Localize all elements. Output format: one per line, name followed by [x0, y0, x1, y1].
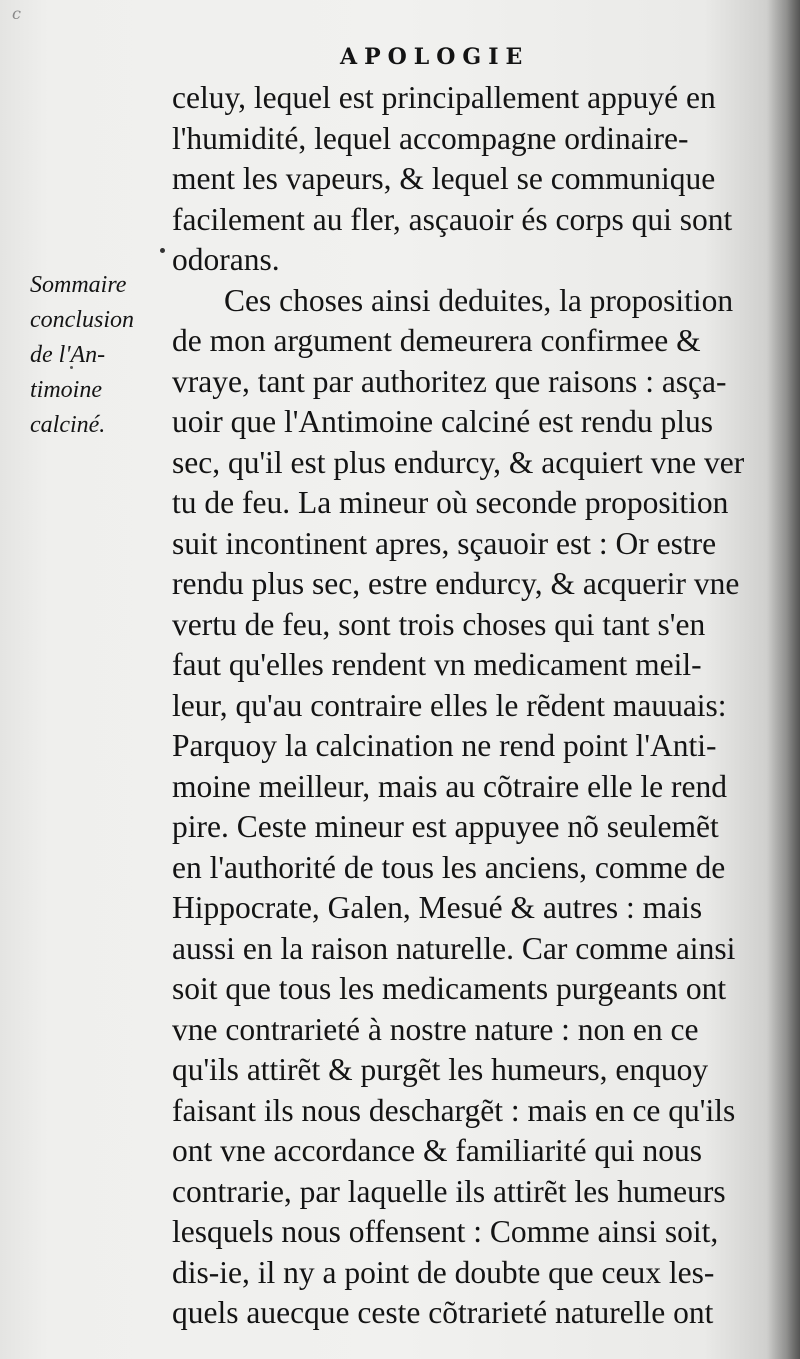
- margin-dot: [160, 248, 165, 253]
- text-line: vne contrarieté à nostre nature : non en ce: [172, 1011, 699, 1047]
- text-line: faut qu'elles rendent vn medicament meil-: [172, 647, 702, 682]
- text-line: Parquoy la calcination ne rend point l'Anti-: [172, 728, 717, 763]
- text-line: Ces choses ainsi deduites, la proposition: [224, 282, 734, 318]
- text-line: vertu de feu, sont trois choses qui tant s'en: [172, 606, 706, 642]
- text-line: faisant ils nous deschargẽt : mais en ce qu'ils: [172, 1092, 736, 1128]
- text-line: qu'ils attirẽt & purgẽt les humeurs, enquoy: [172, 1052, 709, 1087]
- text-line: soit que tous les medicaments purgeants ont: [172, 971, 727, 1006]
- text-line: contrarie, par laquelle ils attirẽt les humeurs: [172, 1173, 726, 1209]
- text-line: facilement au fler, asçauoir és corps qui sont: [172, 201, 733, 237]
- text-line: aussi en la raison naturelle. Car comme ainsi: [172, 930, 736, 966]
- text-line: suit incontinent apres, sçauoir est : Or estre: [172, 525, 717, 561]
- text-line: l'humidité, lequel accompagne ordinaire-: [172, 120, 689, 156]
- text-line: ont vne accordance & familiarité qui nous: [172, 1133, 703, 1168]
- text-line: rendu plus sec, estre endurcy, & acquerir vne: [172, 566, 740, 601]
- running-head: APOLOGIE: [340, 44, 530, 70]
- margin-note-line: calciné.: [30, 412, 106, 438]
- text-line: uoir que l'Antimoine calciné est rendu plus: [172, 404, 714, 439]
- text-line: tu de feu. La mineur où seconde proposition: [172, 485, 729, 520]
- text-line: sec, qu'il est plus endurcy, & acquiert vne ver: [172, 444, 745, 480]
- margin-note: [30, 268, 170, 443]
- corner-mark: c: [12, 4, 21, 23]
- text-line: lesquels nous offensent : Comme ainsi soit,: [172, 1214, 719, 1249]
- margin-note-line: timoine: [30, 377, 102, 403]
- text-line: ment les vapeurs, & lequel se communique: [172, 161, 716, 196]
- text-line: en l'authorité de tous les anciens, comme de: [172, 849, 726, 885]
- text-line: dis-ie, il ny a point de doubte que ceux les-: [172, 1254, 715, 1290]
- text-line: quels auecque ceste cõtrarieté naturelle ont: [172, 1295, 714, 1330]
- text-line: pire. Ceste mineur est appuyee nõ seulemẽt: [172, 809, 719, 844]
- text-line: moine meilleur, mais au cõtraire elle le rend: [172, 768, 728, 804]
- text-line: odorans.: [172, 242, 280, 277]
- body-text: [172, 78, 772, 1334]
- text-line: de mon argument demeurera confirmee &: [172, 323, 701, 358]
- text-line: Hippocrate, Galen, Mesué & autres : mais: [172, 890, 703, 925]
- text-line: celuy, lequel est principallement appuyé en: [172, 80, 716, 115]
- margin-note-line: Sommaire: [30, 272, 127, 298]
- margin-note-line: de l'An-: [30, 342, 106, 368]
- text-line: vraye, tant par authoritez que raisons : asça-: [172, 363, 727, 399]
- margin-note-line: conclusion: [30, 307, 134, 333]
- text-line: leur, qu'au contraire elles le rẽdent mauuais:: [172, 687, 727, 723]
